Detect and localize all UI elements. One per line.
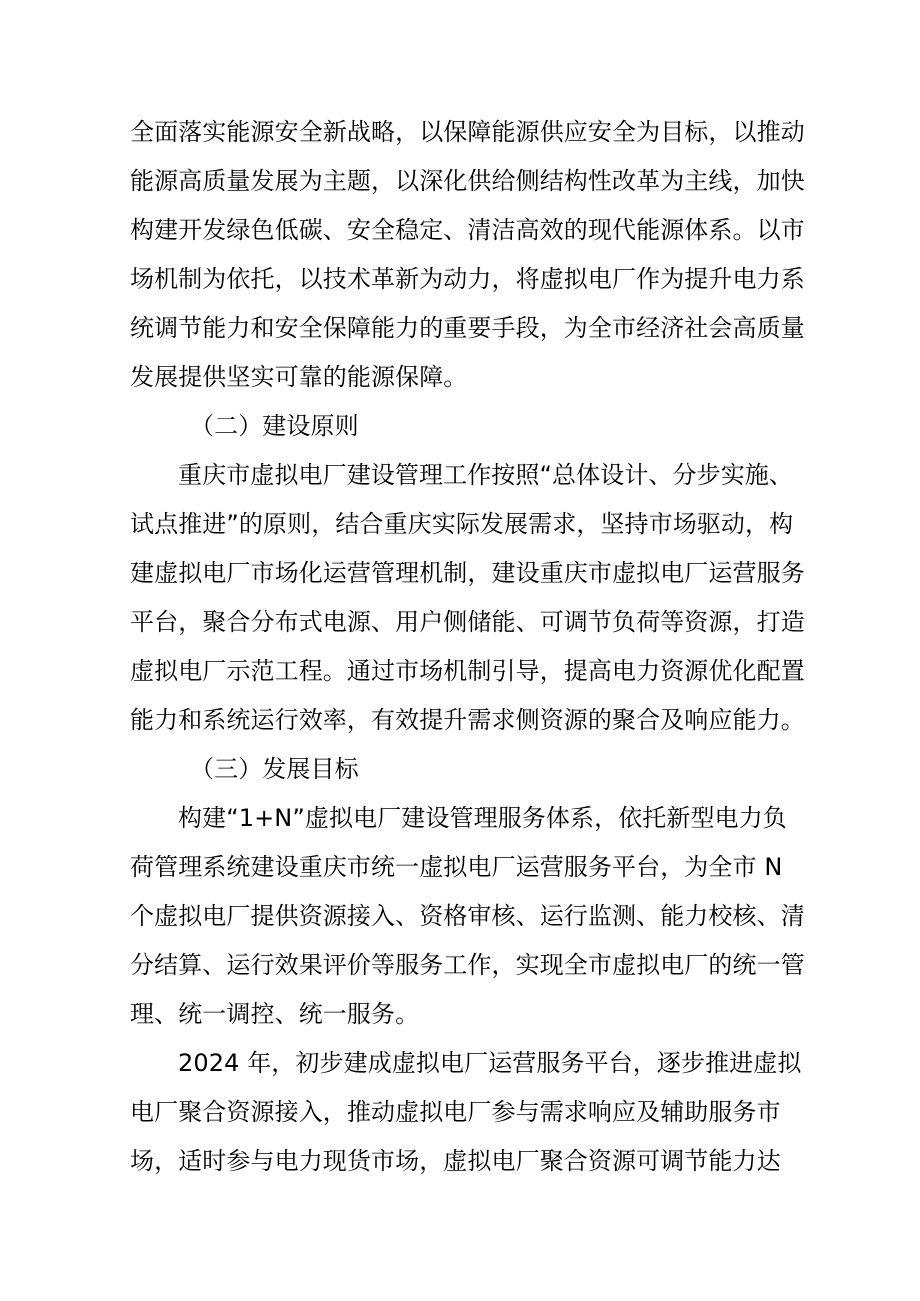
paragraph-line: 电厂聚合资源接入，推动虚拟电厂参与需求响应及辅助服务市 [130,1098,781,1126]
paragraph-line: 试点推进”的原则，结合重庆实际发展需求，坚持市场驱动，构 [130,510,794,538]
paragraph-line: 建虚拟电厂市场化运营管理机制，建设重庆市虚拟电厂运营服务 [130,559,805,587]
paragraph-line: 场，适时参与电力现货市场，虚拟电厂聚合资源可调节能力达 [130,1147,781,1175]
section-heading: （二）建设原则 [190,412,359,440]
paragraph-line: 构建“1+N”虚拟电厂建设管理服务体系，依托新型电力负 [178,804,787,832]
paragraph-line: 平台，聚合分布式电源、用户侧储能、可调节负荷等资源，打造 [130,608,805,636]
paragraph-line: 2024 年，初步建成虚拟电厂运营服务平台，逐步推进虚拟 [178,1049,802,1077]
paragraph-line: 个虚拟电厂提供资源接入、资格审核、运行监测、能力校核、清 [130,902,805,930]
paragraph-line: 理、统一调控、统一服务。 [130,1000,420,1028]
paragraph-line: 场机制为依托，以技术革新为动力，将虚拟电厂作为提升电力系 [130,265,805,293]
paragraph-line: 全面落实能源安全新战略，以保障能源供应安全为目标，以推动 [130,118,805,146]
paragraph-line: 构建开发绿色低碳、安全稳定、清洁高效的现代能源体系。以市 [130,216,805,244]
paragraph-line: 重庆市虚拟电厂建设管理工作按照“总体设计、分步实施、 [178,461,794,489]
paragraph-line: 分结算、运行效果评价等服务工作，实现全市虚拟电厂的统一管 [130,951,805,979]
paragraph-line: 虚拟电厂示范工程。通过市场机制引导，提高电力资源优化配置 [130,657,805,685]
paragraph-line: 发展提供坚实可靠的能源保障。 [130,363,468,391]
paragraph-line: 能源高质量发展为主题，以深化供给侧结构性改革为主线，加快 [130,167,805,195]
section-heading: （三）发展目标 [190,755,359,783]
paragraph-line: 统调节能力和安全保障能力的重要手段，为全市经济社会高质量 [130,314,805,342]
paragraph-line: 能力和系统运行效率，有效提升需求侧资源的聚合及响应能力。 [130,706,805,734]
paragraph-line: 荷管理系统建设重庆市统一虚拟电厂运营服务平台，为全市 N [130,853,783,881]
